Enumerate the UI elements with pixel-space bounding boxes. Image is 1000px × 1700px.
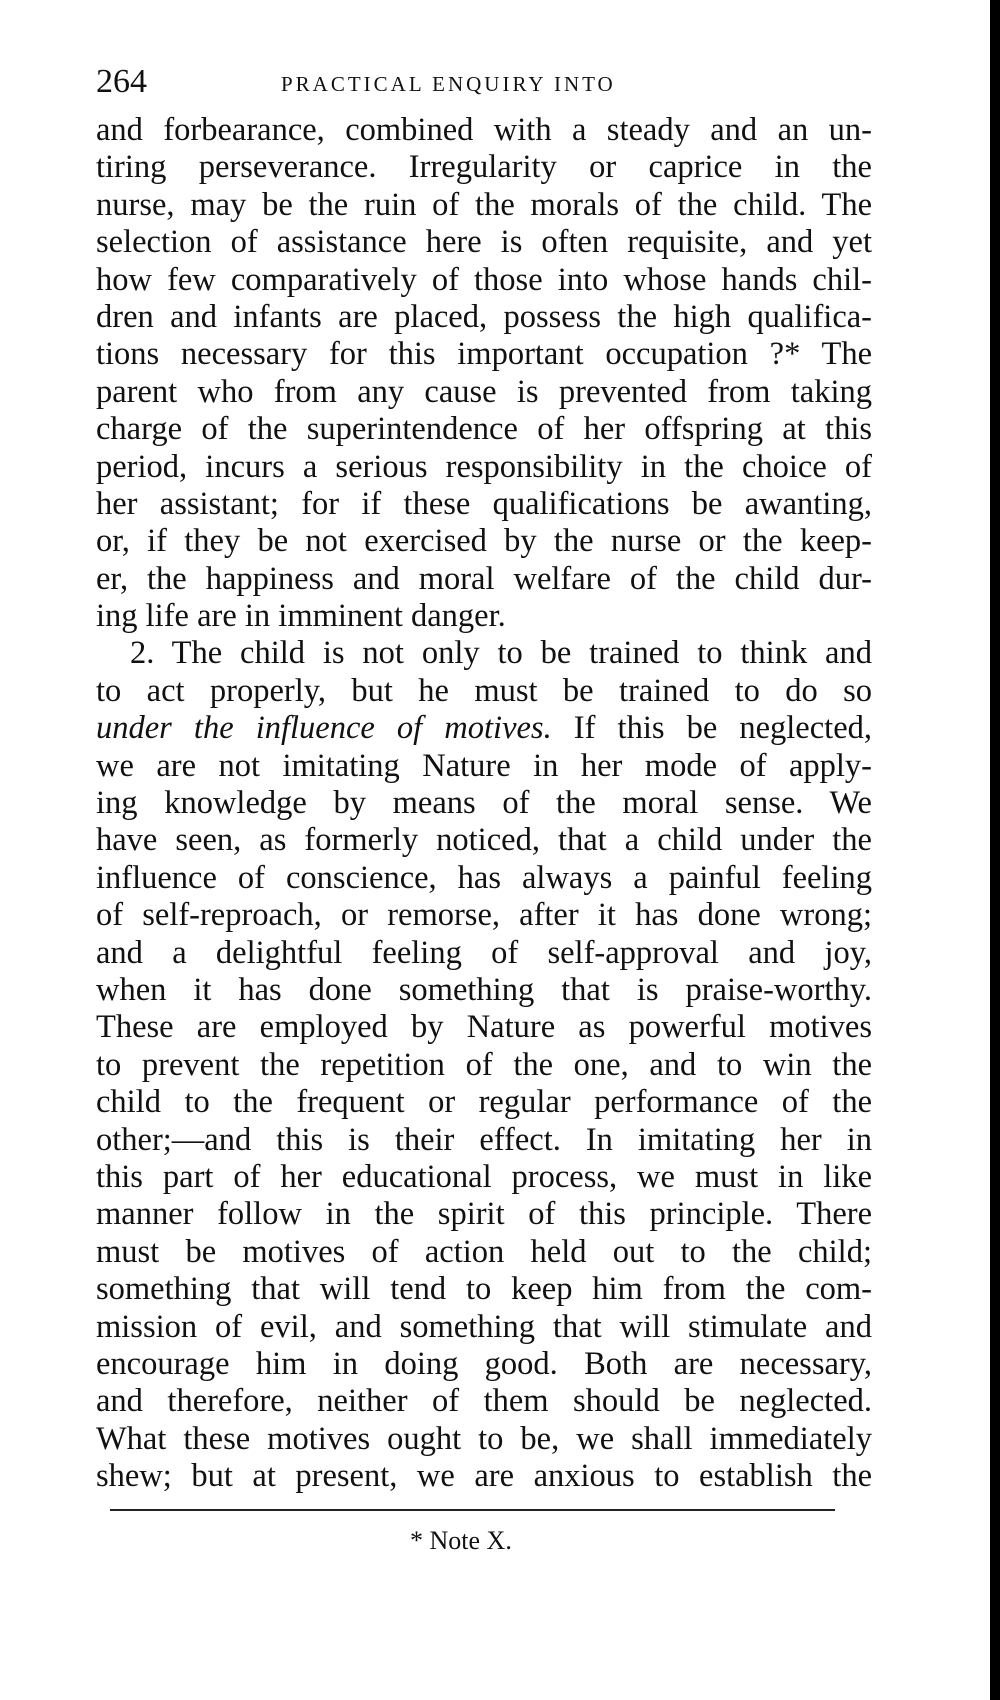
text-line: 2. The child is not only to be trained to think and: [130, 635, 872, 672]
text-line: child to the frequent or regular performance of the: [96, 1084, 872, 1121]
text-line: What these motives ought to be, we shall immediately: [96, 1420, 872, 1457]
text-line: to prevent the repetition of the one, and to win the: [96, 1046, 872, 1083]
text-line-mixed: [96, 710, 872, 747]
text-line: or, if they be not exercised by the nurse or the keep-: [96, 523, 872, 560]
text-line: shew; but at present, we are anxious to establish the: [96, 1458, 872, 1495]
text-line: mission of evil, and something that will stimulate and: [96, 1308, 872, 1345]
text-line: of self-reproach, or remorse, after it has done wrong;: [96, 897, 872, 934]
footnote-divider: [110, 1509, 835, 1511]
text-line: when it has done something that is praise-worthy.: [96, 971, 872, 1008]
text-line: we are not imitating Nature in her mode of apply-: [96, 747, 872, 784]
text-line: ing life are in imminent danger.: [96, 598, 506, 635]
text-line: other;—and this is their effect. In imitating her in: [96, 1121, 872, 1158]
text-line: parent who from any cause is prevented from taking: [96, 373, 872, 410]
text-line: nurse, may be the ruin of the morals of the child. The: [96, 186, 872, 223]
text-line: and forbearance, combined with a steady and an un-: [96, 112, 872, 148]
text-line: tions necessary for this important occupation ?* The: [96, 336, 872, 373]
text-line: These are employed by Nature as powerful motives: [96, 1009, 872, 1046]
page-number: 264: [96, 63, 147, 100]
text-line: something that will tend to keep him from the com-: [96, 1271, 872, 1308]
text-line: her assistant; for if these qualifications be awanting,: [96, 485, 872, 522]
page-header: [96, 62, 866, 106]
text-line: influence of conscience, has always a painful feeling: [96, 859, 872, 896]
text-line: this part of her educational process, we must in like: [96, 1158, 872, 1195]
text-line: to act properly, but he must be trained to do so: [96, 672, 872, 709]
text-line: how few comparatively of those into whose hands chil-: [96, 261, 872, 298]
text-line: and a delightful feeling of self-approval and joy,: [96, 934, 872, 971]
text-line: must be motives of action held out to the child;: [96, 1233, 872, 1270]
text-line: tiring perseverance. Irregularity or caprice in the: [96, 149, 872, 186]
text-line: have seen, as formerly noticed, that a child under the: [96, 822, 872, 859]
footnote: * Note X.: [410, 1526, 512, 1555]
text-line: er, the happiness and moral welfare of the child dur-: [96, 560, 872, 597]
text-line: period, incurs a serious responsibility in the choice of: [96, 448, 872, 485]
text-line: selection of assistance here is often requisite, and yet: [96, 224, 872, 261]
italic-phrase: under the influence of motives.: [96, 710, 552, 747]
text-line: dren and infants are placed, possess the high qualifica-: [96, 298, 872, 335]
text-line-rest: If this be neglected,: [551, 710, 872, 747]
running-head: PRACTICAL ENQUIRY INTO: [281, 72, 616, 96]
body-text: [96, 112, 872, 1495]
text-line: encourage him in doing good. Both are necessary,: [96, 1345, 872, 1382]
text-line: ing knowledge by means of the moral sense. We: [96, 785, 872, 822]
text-line: manner follow in the spirit of this principle. There: [96, 1196, 872, 1233]
page-edge-shadow: [990, 0, 1000, 1700]
text-line: and therefore, neither of them should be neglected.: [96, 1383, 872, 1420]
text-line: charge of the superintendence of her offspring at this: [96, 411, 872, 448]
